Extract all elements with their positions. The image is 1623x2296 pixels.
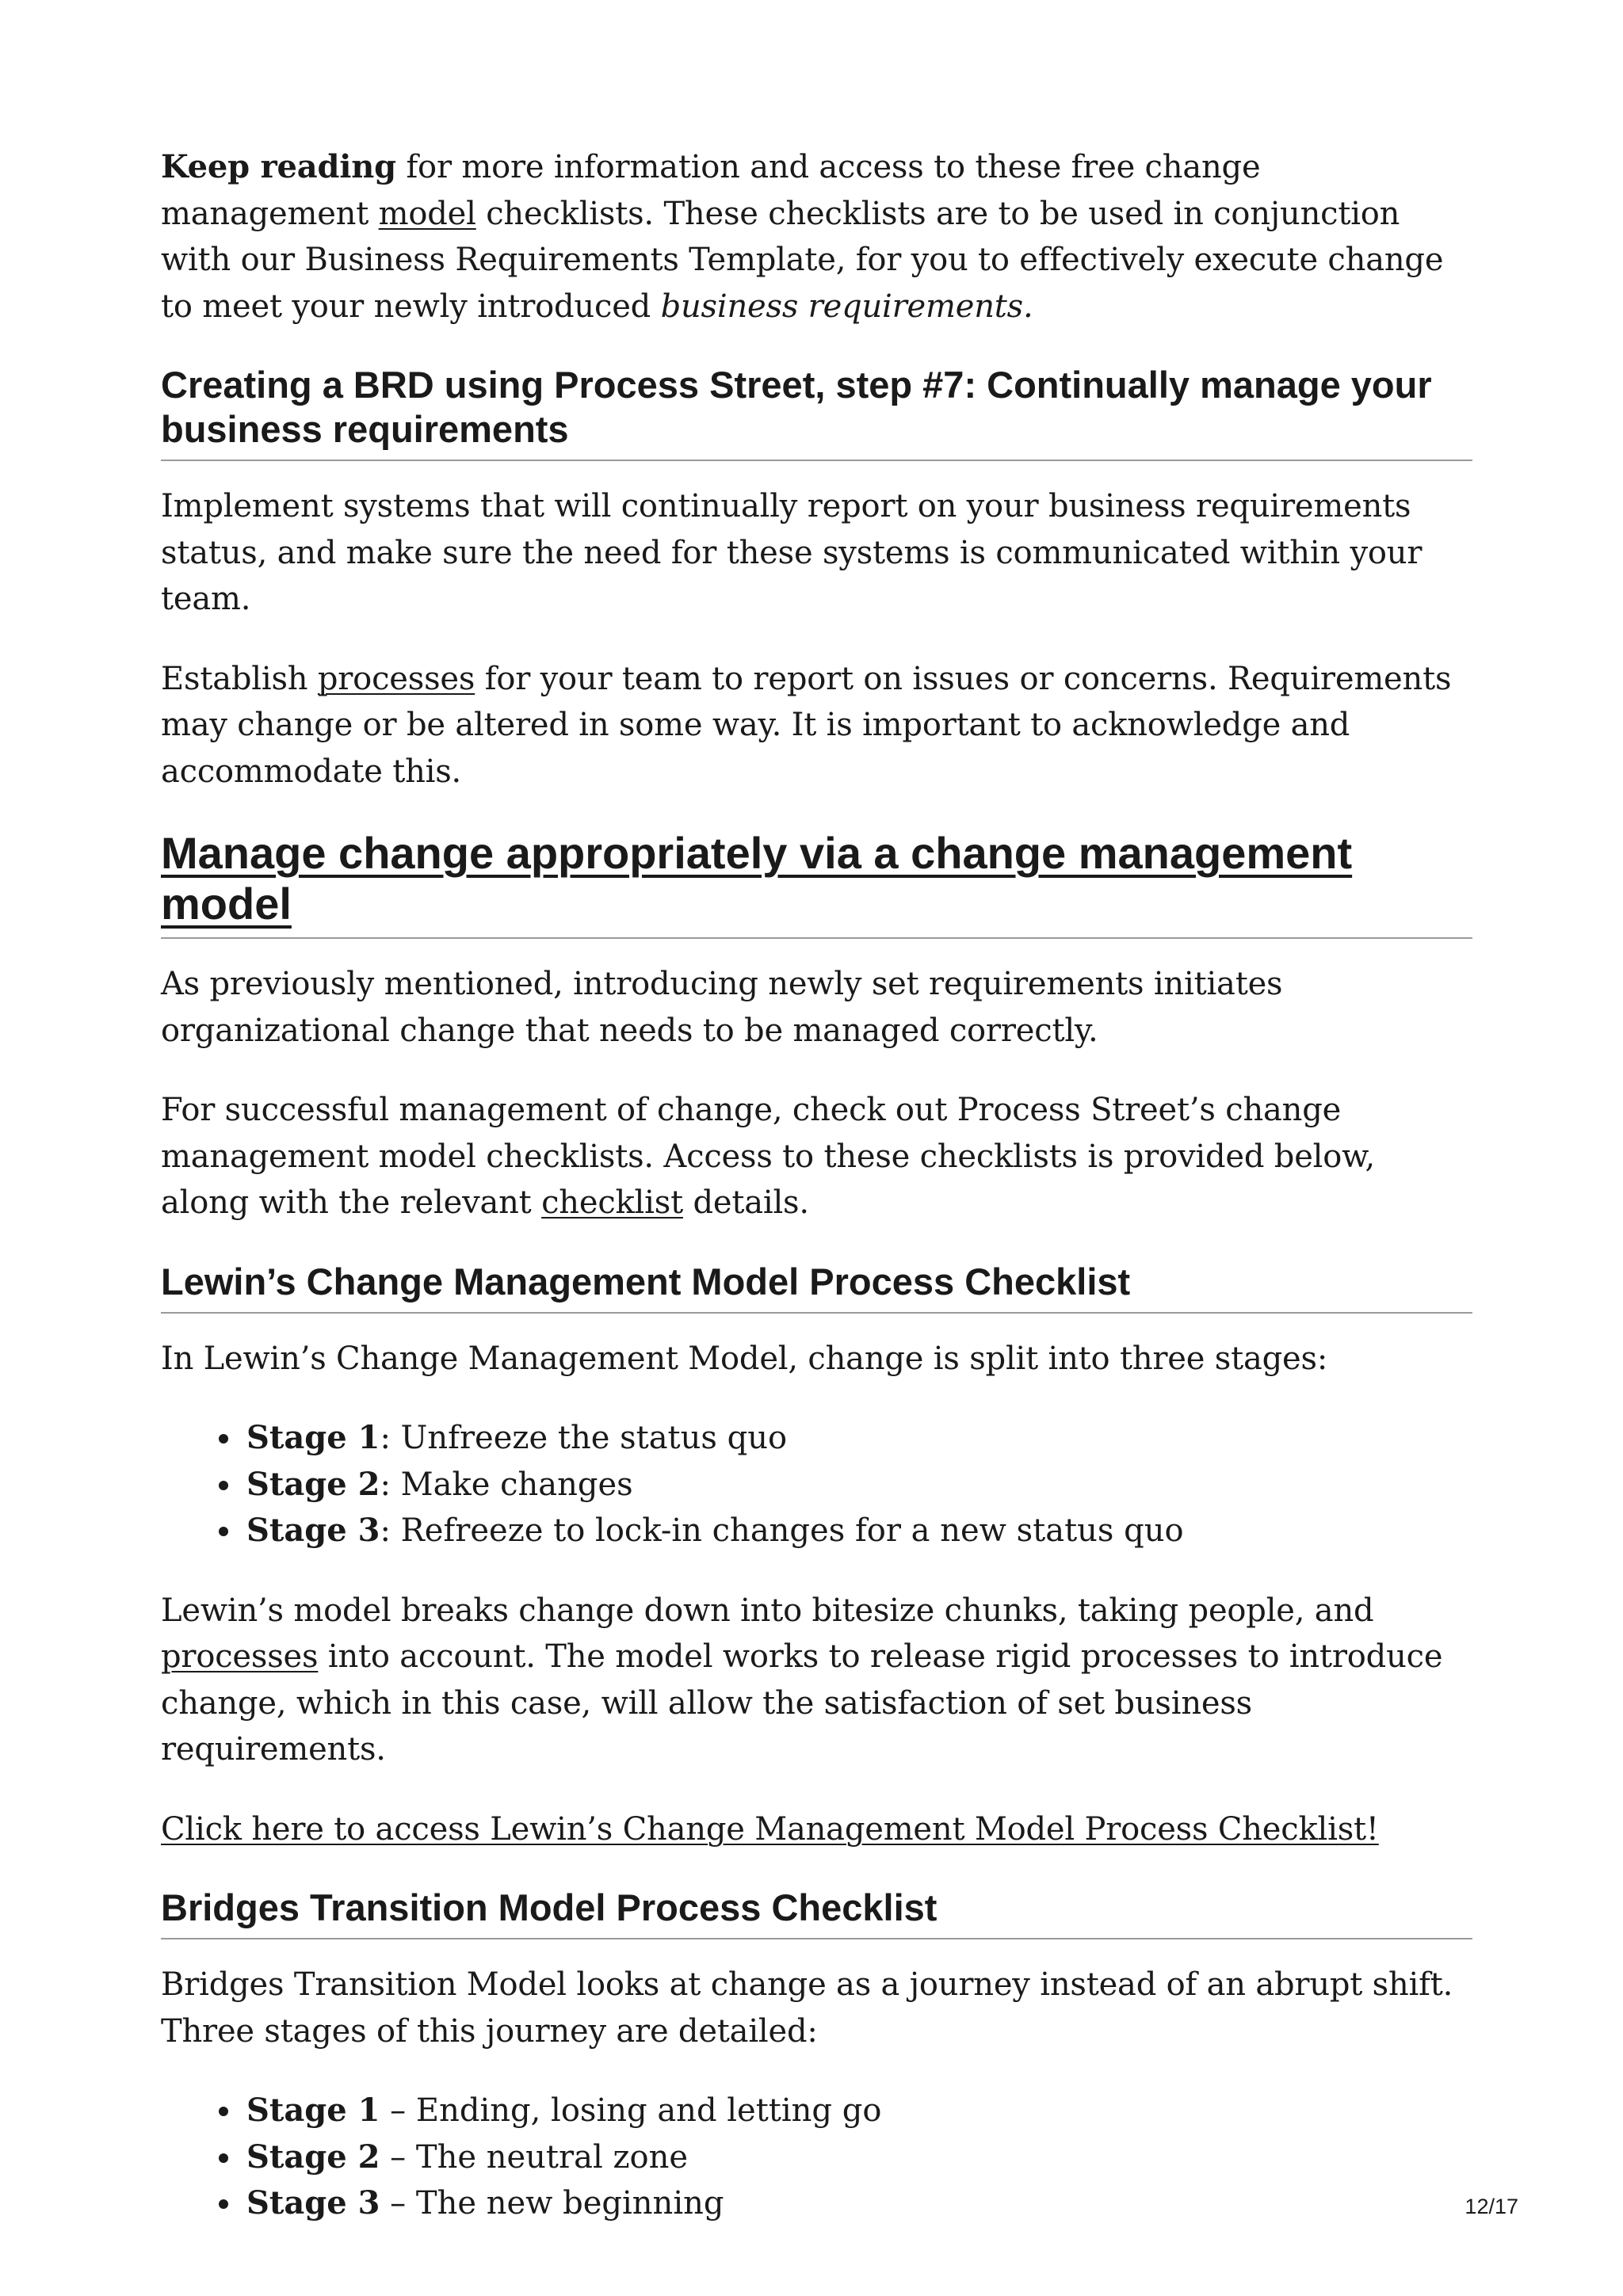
list-item: • Stage 1 – Ending, losing and letting go (243, 2088, 1472, 2134)
lewin-stage-list (161, 1415, 1472, 1554)
page-number: 12/17 (1465, 2195, 1518, 2218)
manage-change-heading (161, 828, 1472, 939)
lewin-cta-paragraph (161, 1806, 1472, 1853)
list-item: • Stage 2 – The neutral zone (243, 2134, 1472, 2181)
list-item: • Stage 3 – The new beginning (243, 2180, 1472, 2227)
processes-link[interactable]: processes (317, 660, 475, 697)
bridges-heading: Bridges Transition Model Process Checklist (161, 1886, 1472, 1939)
business-requirements-italic: business requirements. (660, 288, 1033, 325)
keep-reading-bold: Keep reading (161, 148, 396, 185)
lewin-intro: In Lewin’s Change Management Model, change is split into three stages: (161, 1340, 1328, 1377)
step7-heading: Creating a BRD using Process Street, step #7: Continually manage your business requirements (161, 363, 1472, 461)
step7-paragraph-2: Establish processes for your team to report on issues or concerns. Requirements may change or be altered in some way. It is important to acknowledge and accommodate this. (161, 660, 1452, 790)
list-item: • Stage 2: Make changes (243, 1462, 1472, 1508)
lewin-paragraph: Lewin’s model breaks change down into bitesize chunks, taking people, and processes into account. The model works to release rigid processes to introduce change, which in this case, will allow the satisfaction of set business requirements. (161, 1592, 1443, 1768)
step7-paragraph-1: Implement systems that will continually report on your business requirements status, and make sure the need for these systems is communicated within your team. (161, 488, 1423, 617)
manage-paragraph-1: As previously mentioned, introducing newly set requirements initiates organizational change that needs to be managed correctly. (161, 966, 1283, 1049)
bridges-stage-list (161, 2088, 1472, 2227)
model-link[interactable]: model (378, 195, 476, 232)
lewin-checklist-link[interactable]: Click here to access Lewin’s Change Management Model Process Checklist! (161, 1810, 1379, 1848)
manage-change-heading-link[interactable]: Manage change appropriately via a change management model (161, 828, 1353, 929)
checklist-link[interactable]: checklist (541, 1184, 683, 1221)
list-item: • Stage 1: Unfreeze the status quo (243, 1415, 1472, 1462)
lewin-heading: Lewin’s Change Management Model Process Checklist (161, 1260, 1472, 1314)
document-page (161, 144, 1472, 2260)
intro-paragraph: Keep reading for more information and access to these free change management model checklists. These checklists are to be used in conjunction with our Business Requirements Template, for you to effectively execute change to meet your newly introduced business requirements. (161, 148, 1444, 325)
manage-paragraph-2: For successful management of change, check out Process Street’s change management model checklists. Access to these checklists is provided below, along with the relevant checklist details. (161, 1092, 1375, 1221)
bridges-intro: Bridges Transition Model looks at change as a journey instead of an abrupt shift. Three stages of this journey are detailed: (161, 1966, 1453, 2050)
lewin-processes-link[interactable]: processes (161, 1638, 319, 1675)
list-item: • Stage 3: Refreeze to lock-in changes for a new status quo (243, 1508, 1472, 1554)
